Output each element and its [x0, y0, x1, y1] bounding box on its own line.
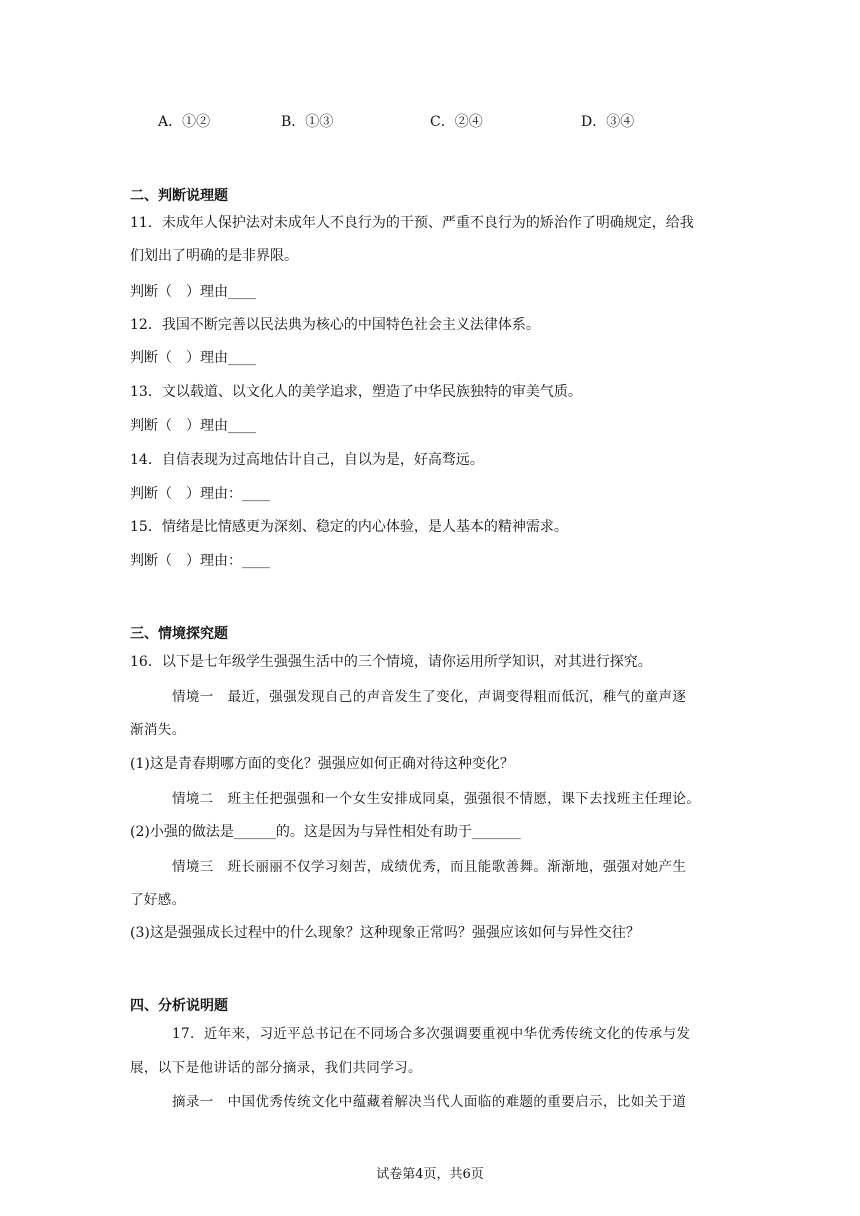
question-11-line-2: 们划出了明确的是非界限。: [130, 248, 298, 264]
scene-3-line-1: 情境三 班长丽丽不仅学习刻苦，成绩优秀，而且能歌善舞。渐渐地，强强对她产生: [172, 859, 687, 875]
section-3-title: 三、情境探究题: [130, 626, 228, 642]
scene-1-line-1: 情境一 最近，强强发现自己的声音发生了变化，声调变得粗而低沉，稚气的童声逐: [172, 689, 687, 705]
option-d: D．③④: [581, 114, 635, 130]
section-4-title: 四、分析说明题: [130, 998, 228, 1014]
question-12: 12．我国不断完善以民法典为核心的中国特色社会主义法律体系。: [130, 317, 540, 333]
option-c: C．②④: [430, 114, 483, 130]
sub-question-3: (3)这是强强成长过程中的什么现象？这种现象正常吗？强强应该如何与异性交往？: [130, 925, 640, 941]
question-16: 16．以下是七年级学生强强生活中的三个情境，请你运用所学知识，对其进行探究。: [130, 654, 652, 670]
question-14: 14．自信表现为过高地估计自己，自以为是，好高骛远。: [130, 452, 484, 468]
page-footer: 试卷第4页，共6页: [376, 1167, 484, 1182]
question-14-answer: 判断（ ）理由：____: [130, 486, 270, 502]
scene-3-line-2: 了好感。: [130, 892, 186, 908]
question-13-answer: 判断（ ）理由____: [130, 418, 256, 434]
scene-2: 情境二 班主任把强强和一个女生安排成同桌，强强很不情愿，课下去找班主任理论。: [172, 791, 701, 807]
question-12-answer: 判断（ ）理由____: [130, 350, 256, 366]
question-13: 13．文以载道、以文化人的美学追求，塑造了中华民族独特的审美气质。: [130, 384, 582, 400]
question-15-answer: 判断（ ）理由：____: [130, 553, 270, 569]
excerpt-1: 摘录一 中国优秀传统文化中蕴藏着解决当代人面临的难题的重要启示，比如关于道: [172, 1094, 687, 1110]
question-15: 15．情绪是比情感更为深刻、稳定的内心体验，是人基本的精神需求。: [130, 519, 568, 535]
sub-question-1: (1)这是青春期哪方面的变化？强强应如何正确对待这种变化？: [130, 756, 514, 772]
option-a: A．①②: [158, 114, 211, 130]
scene-1-line-2: 渐消失。: [130, 722, 186, 738]
question-17-line-1: 17．近年来，习近平总书记在不同场合多次强调要重视中华优秀传统文化的传承与发: [172, 1026, 691, 1042]
question-11-answer: 判断（ ）理由____: [130, 284, 256, 300]
question-17-line-2: 展，以下是他讲话的部分摘录，我们共同学习。: [130, 1060, 422, 1076]
question-11-line-1: 11．未成年人保护法对未成年人不良行为的干预、严重不良行为的矫治作了明确规定，给我: [130, 215, 694, 231]
option-b: B．①③: [281, 114, 334, 130]
sub-question-2: (2)小强的做法是______的。这是因为与异性相处有助于_______: [130, 824, 521, 840]
section-2-title: 二、判断说理题: [130, 188, 228, 204]
